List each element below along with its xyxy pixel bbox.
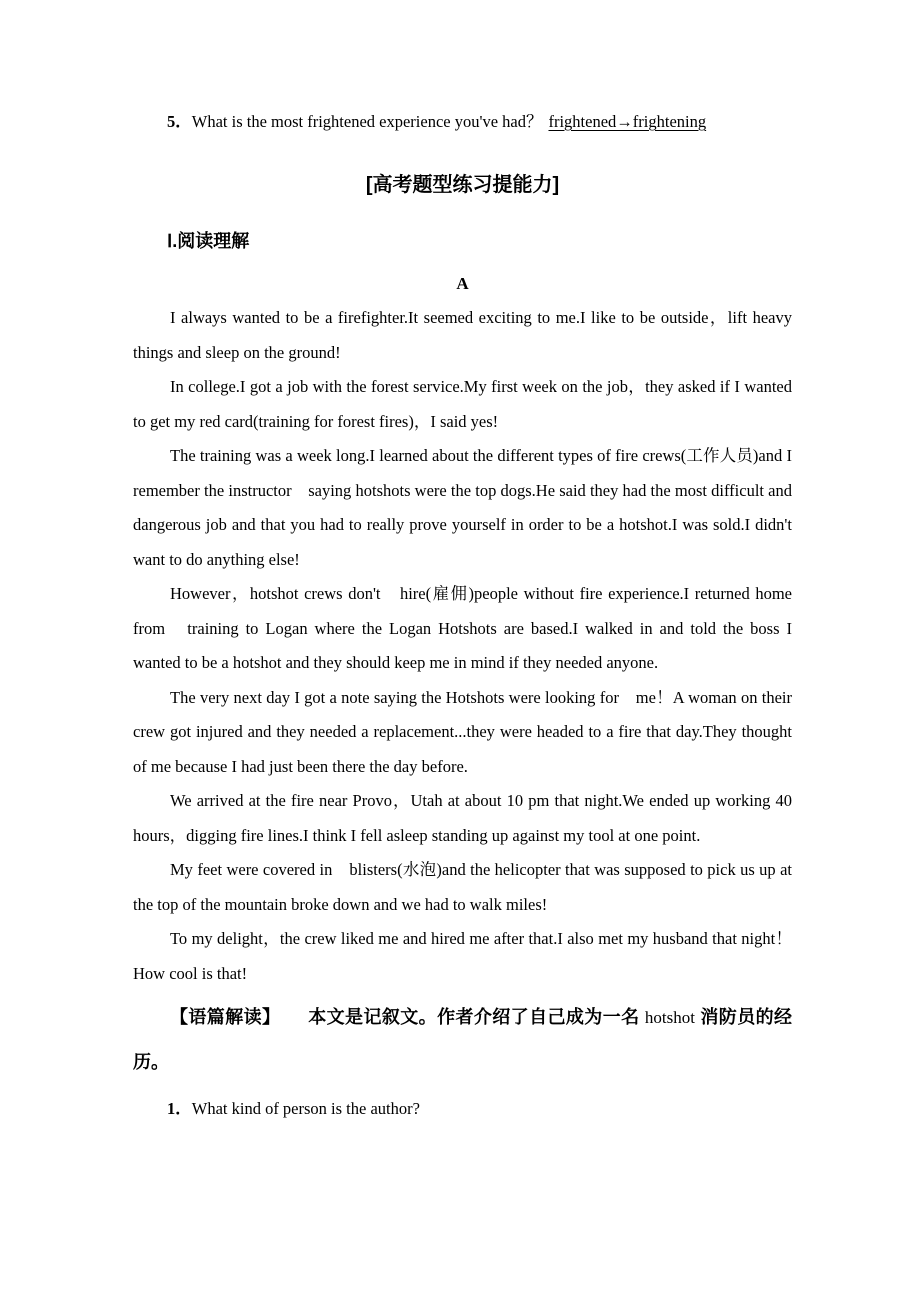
grammar-question-5 (167, 110, 792, 134)
question-5-text: What is the most frightened experience you've had？ (191, 112, 543, 131)
passage-paragraph-7: My feet were covered in blisters(水泡)and the helicopter that was supposed to pick us up at the top of the mountain broke down and we had to walk miles! (133, 860, 792, 914)
passage-paragraph-6: We arrived at the fire near Provo，Utah at about 10 pm that night.We ended up working 40 hours，digging fire lines.I think I fell asleep standing up against my tool at one point. (133, 791, 792, 845)
question-5-correction-answer: frightened→frightening (548, 112, 707, 131)
passage-paragraph-2: In college.I got a job with the forest service.My first week on the job，they asked if I wanted to get my red card(training for forest fires)，I said yes! (133, 377, 792, 431)
analysis-text-cjk-1: 本文是记叙文。作者介绍了自己成为一名 (271, 1007, 645, 1027)
section-header-exam-practice: [高考题型练习提能力] (365, 174, 560, 196)
analysis-label: 【语篇解读】 (170, 1007, 272, 1027)
passage-label-a: A (456, 274, 469, 293)
passage-paragraph-3: The training was a week long.I learned about the different types of fire crews(工作人员)and I remember the instructor saying hotshots were the top dogs.He said they had the most difficult and dangerous job and that you had to really prove yourself in order to be a hotshot.I was sold.I didn't want to do anything else! (133, 446, 792, 569)
document-content (133, 0, 792, 1121)
question-1-number: 1． (167, 1099, 192, 1118)
passage-paragraph-5: The very next day I got a note saying the Hotshots were looking for me！A woman on their crew got injured and they needed a replacement...they were headed to a fire that day.They thought of me because I had just been there the day before. (133, 687, 792, 776)
comprehension-question-1 (167, 1097, 792, 1121)
passage-analysis (133, 995, 792, 1085)
question-5-number: 5． (167, 112, 192, 131)
question-1-text: What kind of person is the author? (191, 1099, 420, 1118)
subsection-reading-comprehension: Ⅰ.阅读理解 (167, 231, 250, 251)
analysis-text-english: hotshot (644, 1008, 695, 1027)
passage-paragraph-1: I always wanted to be a firefighter.It seemed exciting to me.I like to be outside，lift heavy things and sleep on the ground! (133, 308, 792, 362)
passage-paragraph-4: However，hotshot crews don't hire(雇佣)people without fire experience.I returned home from training to Logan where the Logan Hotshots are based.I walked in and told the boss I wanted to be a hotshot and they should keep me in mind if they needed anyone. (133, 584, 792, 672)
passage-paragraph-8: To my delight，the crew liked me and hired me after that.I also met my husband that night！How cool is that! (133, 929, 792, 983)
analysis-text-cjk-2: 消防员的经历。 (133, 1007, 793, 1072)
reading-passage (133, 301, 792, 991)
